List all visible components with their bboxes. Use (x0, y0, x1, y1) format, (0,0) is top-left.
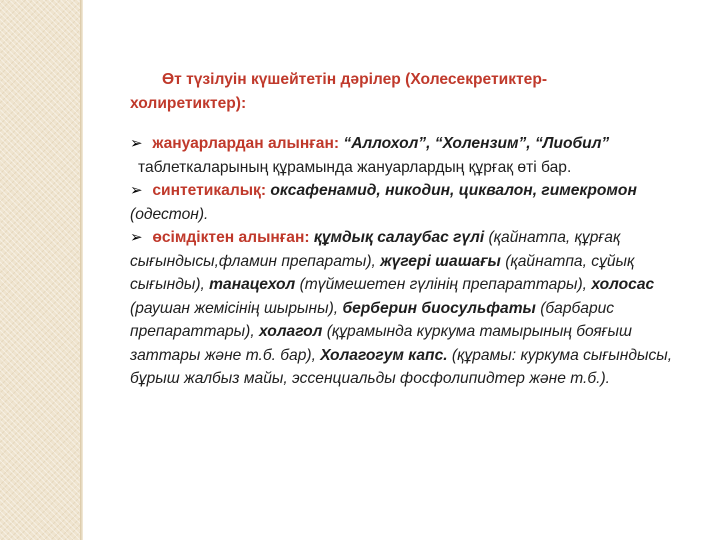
slide-content (130, 68, 705, 391)
list-item-animal: ➢ жануарлардан алынған: “Аллохол”, “Холензим”, “Лиобил” таблеткаларының құрамында жануарлардың құрғақ өті бар. (130, 132, 705, 179)
slide-title: Өт түзілуін күшейтетін дәрілер (Холесекретиктер- холиретиктер): (130, 71, 548, 112)
arrow-bullet-icon: ➢ (130, 229, 143, 246)
side-strip-edge (80, 0, 83, 540)
arrow-bullet-icon: ➢ (130, 135, 143, 152)
arrow-bullet-icon: ➢ (130, 182, 143, 199)
decorative-side-strip (0, 0, 80, 540)
list-item-plant: ➢ өсімдіктен алынған: құмдық салаубас гүлі (қайнатпа, құрғақ сығындысы,фламин препараты), жүгері шашағы (қайнатпа, сұйық сығынды), танацехол (түймешетен гүлінің препараттары), холосас (раушан жемісінің шырыны), берберин биосульфаты (барбарис препараттары), холагол (құрамында куркума тамырының бояғыш заттары және т.б. бар), Холагогум капс. (құрамы: куркума сығындысы, бұрыш жалбыз майы, эссенциальды фосфолипидтер және т.б.). (130, 226, 705, 391)
list-item-synthetic: ➢ синтетикалық: оксафенамид, никодин, циквалон, гимекромон (одестон). (130, 179, 705, 226)
